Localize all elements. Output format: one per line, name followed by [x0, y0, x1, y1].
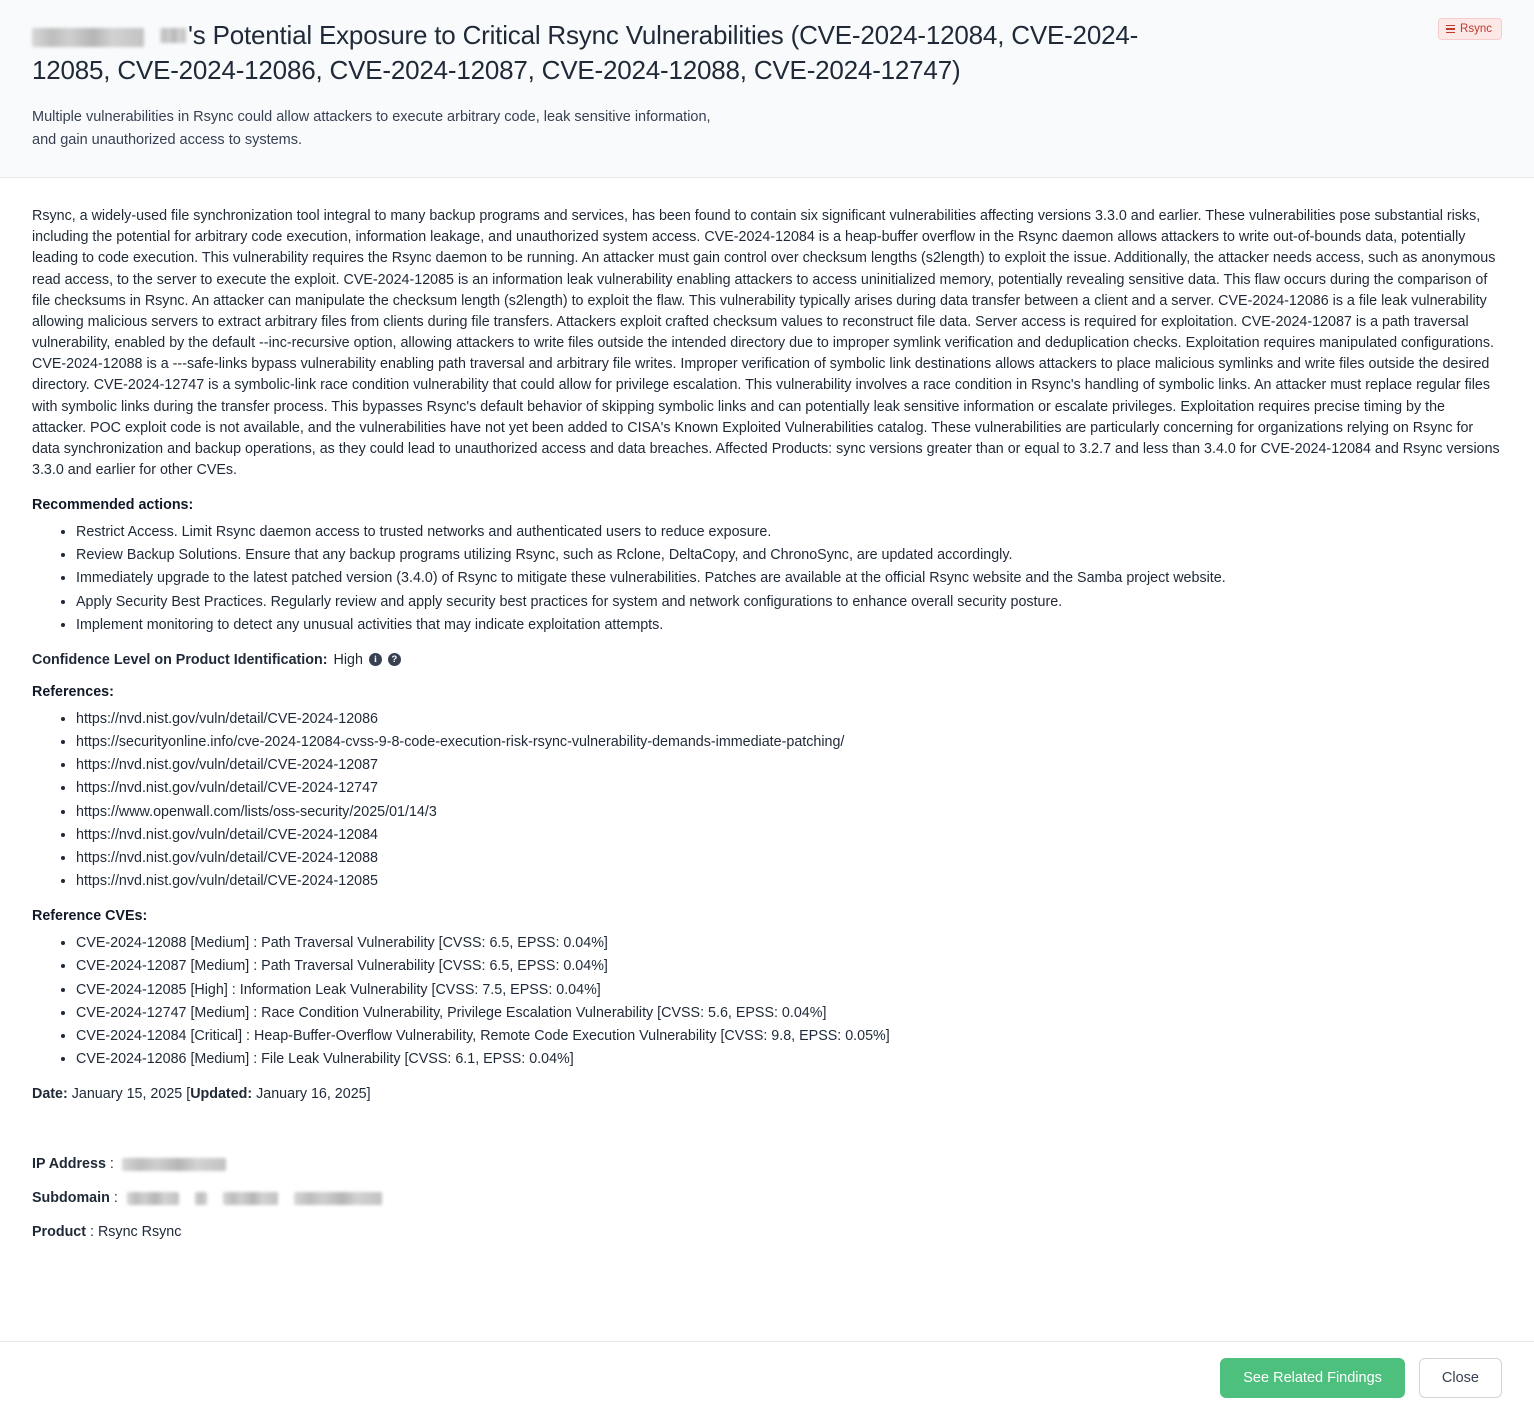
- list-item: • Review Backup Solutions. Ensure that any backup programs utilizing Rsync, such as Rclone, DeltaCopy, and ChronoSync, are updated accordingly.: [76, 544, 1502, 566]
- spacer: [32, 1116, 1502, 1152]
- ip-address-separator: :: [109, 1156, 114, 1173]
- subdomain-row: [32, 1190, 1502, 1206]
- entity-facts: [32, 1156, 1502, 1240]
- page-title-text: 's Potential Exposure to Critical Rsync Vulnerabilities (CVE-2024-12084, CVE-2024-12085, CVE-2024-12086, CVE-2024-12087, CVE-2024-12088, CVE-2024-12747): [32, 20, 1139, 86]
- list-item: • Apply Security Best Practices. Regularly review and apply security best practices for system and network configurations to enhance overall security posture.: [76, 591, 1502, 613]
- page-header: [0, 0, 1534, 178]
- list-item[interactable]: • https://nvd.nist.gov/vuln/detail/CVE-2024-12088: [76, 847, 1502, 869]
- product-row: [32, 1224, 1502, 1240]
- recommended-actions-heading: Recommended actions:: [32, 497, 194, 514]
- date-line: Date: January 15, 2025 [Updated: January 16, 2025]: [32, 1086, 371, 1103]
- page-subtitle: Multiple vulnerabilities in Rsync could allow attackers to execute arbitrary code, leak sensitive information, and gain unauthorized access to systems.: [32, 109, 711, 148]
- status-badge-label: Rsync: [1460, 23, 1492, 35]
- list-item: • CVE-2024-12084 [Critical] : Heap-Buffer-Overflow Vulnerability, Remote Code Execution Vulnerability [CVSS: 9.8, EPSS: 0.05%]: [76, 1025, 1502, 1047]
- redacted-ip-value: [122, 1158, 226, 1171]
- status-badge: [1438, 18, 1502, 40]
- list-item[interactable]: • https://nvd.nist.gov/vuln/detail/CVE-2024-12084: [76, 824, 1502, 846]
- list-item[interactable]: • https://nvd.nist.gov/vuln/detail/CVE-2024-12086: [76, 708, 1502, 730]
- redacted-subdomain-1: [127, 1192, 179, 1205]
- ip-address-row: [32, 1156, 1502, 1172]
- list-item: • CVE-2024-12747 [Medium] : Race Condition Vulnerability, Privilege Escalation Vulnerability [CVSS: 5.6, EPSS: 0.04%]: [76, 1002, 1502, 1024]
- subdomain-label: Subdomain: [32, 1190, 110, 1207]
- confidence-level-label: Confidence Level on Product Identification:: [32, 651, 328, 668]
- confidence-level-line: [32, 652, 1502, 668]
- page-title: [32, 18, 1212, 88]
- list-item[interactable]: • https://nvd.nist.gov/vuln/detail/CVE-2024-12087: [76, 754, 1502, 776]
- updated-label: Updated:: [190, 1086, 253, 1103]
- reference-cves-list: [32, 932, 1502, 1070]
- help-icon[interactable]: ?: [388, 653, 401, 666]
- subdomain-separator: :: [113, 1190, 118, 1207]
- updated-value: January 16, 2025: [256, 1086, 367, 1103]
- date-label: Date:: [32, 1086, 68, 1103]
- redacted-org-name-2: [160, 28, 186, 43]
- list-item: • CVE-2024-12086 [Medium] : File Leak Vulnerability [CVSS: 6.1, EPSS: 0.04%]: [76, 1048, 1502, 1070]
- redacted-org-name: [32, 28, 144, 47]
- list-item: • CVE-2024-12085 [High] : Information Leak Vulnerability [CVSS: 7.5, EPSS: 0.04%]: [76, 979, 1502, 1001]
- close-button[interactable]: Close: [1419, 1358, 1502, 1398]
- confidence-level-value: High: [333, 651, 363, 668]
- summary-paragraph: Rsync, a widely-used file synchronization tool integral to many backup programs and services, has been found to contain six significant vulnerabilities affecting versions 3.3.0 and earlier. These vulnerabilities pose substantial risks, including the potential for arbitrary code execution, information leakage, and unauthorized system access. CVE-2024-12084 is a heap-buffer overflow in the Rsync daemon allows attackers to write out-of-bounds data, potentially leading to code execution. This vulnerability requires the Rsync daemon to be running. An attacker must gain control over checksum lengths (s2length) to exploit the issue. Additionally, the attacker needs access, such as anonymous read access, to the server to execute the exploit. CVE-2024-12085 is an information leak vulnerability enabling attackers to access uninitialized memory, potentially revealing sensitive data. This flaw occurs during the comparison of file checksums in Rsync. An attacker can manipulate the checksum length (s2length) to exploit the flaw. This vulnerability typically arises during data transfer between a client and a server. CVE-2024-12086 is a file leak vulnerability allowing malicious servers to extract arbitrary files from clients during file transfers. Attackers exploit crafted checksum values to reconstruct file data. Server access is required for exploitation. CVE-2024-12087 is a path traversal vulnerability, enabled by the default --inc-recursive option, allowing attackers to write files outside the intended directory due to improper symlink verification and deduplication checks. Exploitation requires manipulated configurations. CVE-2024-12088 is a ---safe-links bypass vulnerability enabling path traversal and arbitrary file writes. Improper verification of symbolic link destinations allows attackers to place malicious symlinks and write files outside the desired directory. CVE-2024-12747 is a symbolic-link race condition vulnerability that could allow for privilege escalation. This vulnerability involves a race condition in Rsync's handling of symbolic links. An attacker must replace regular files with symbolic links during the transfer process. This bypasses Rsync's default behavior of skipping symbolic links and can potentially leak sensitive information or escalate privileges. Exploitation requires precise timing by the attacker. POC exploit code is not available, and the vulnerabilities have not yet been added to CISA's Known Exploited Vulnerabilities catalog. These vulnerabilities are particularly concerning for organizations relying on Rsync for data synchronization and backup operations, as they could lead to unauthorized access and data breaches. Affected Products: sync versions greater than or equal to 3.2.7 and less than 3.4.0 for CVE-2024-12084 and Rsync versions 3.3.0 and earlier for other CVEs.: [32, 208, 1500, 478]
- ip-address-label: IP Address: [32, 1156, 106, 1173]
- list-item: • Immediately upgrade to the latest patched version (3.4.0) of Rsync to mitigate these vulnerabilities. Patches are available at the official Rsync website and the Samba project website.: [76, 567, 1502, 589]
- list-item[interactable]: • https://www.openwall.com/lists/oss-security/2025/01/14/3: [76, 801, 1502, 823]
- redacted-subdomain-2: [195, 1192, 207, 1205]
- list-item: • Implement monitoring to detect any unusual activities that may indicate exploitation attempts.: [76, 614, 1502, 636]
- date-value: January 15, 2025: [71, 1086, 183, 1103]
- list-item: • Restrict Access. Limit Rsync daemon access to trusted networks and authenticated users to reduce exposure.: [76, 521, 1502, 543]
- references-heading: References:: [32, 683, 114, 700]
- title-row: [32, 18, 1502, 88]
- info-icon[interactable]: i: [369, 653, 382, 666]
- list-item[interactable]: • https://nvd.nist.gov/vuln/detail/CVE-2024-12747: [76, 777, 1502, 799]
- reference-cves-heading: Reference CVEs:: [32, 908, 148, 925]
- see-related-findings-button[interactable]: See Related Findings: [1220, 1358, 1405, 1398]
- list-item: • CVE-2024-12088 [Medium] : Path Traversal Vulnerability [CVSS: 6.5, EPSS: 0.04%]: [76, 932, 1502, 954]
- product-value: : Rsync Rsync: [90, 1224, 182, 1241]
- page-footer: [0, 1341, 1534, 1414]
- redacted-subdomain-3: [223, 1192, 278, 1205]
- references-list: [32, 708, 1502, 892]
- menu-bars-icon: [1446, 25, 1455, 34]
- redacted-subdomain-4: [294, 1192, 382, 1205]
- page-body: [0, 178, 1534, 1311]
- product-label: Product: [32, 1224, 87, 1241]
- list-item[interactable]: • https://nvd.nist.gov/vuln/detail/CVE-2024-12085: [76, 870, 1502, 892]
- list-item[interactable]: • https://securityonline.info/cve-2024-12084-cvss-9-8-code-execution-risk-rsync-vulnerability-demands-immediate-patching/: [76, 731, 1502, 753]
- recommended-actions-list: [32, 521, 1502, 636]
- list-item: • CVE-2024-12087 [Medium] : Path Traversal Vulnerability [CVSS: 6.5, EPSS: 0.04%]: [76, 955, 1502, 977]
